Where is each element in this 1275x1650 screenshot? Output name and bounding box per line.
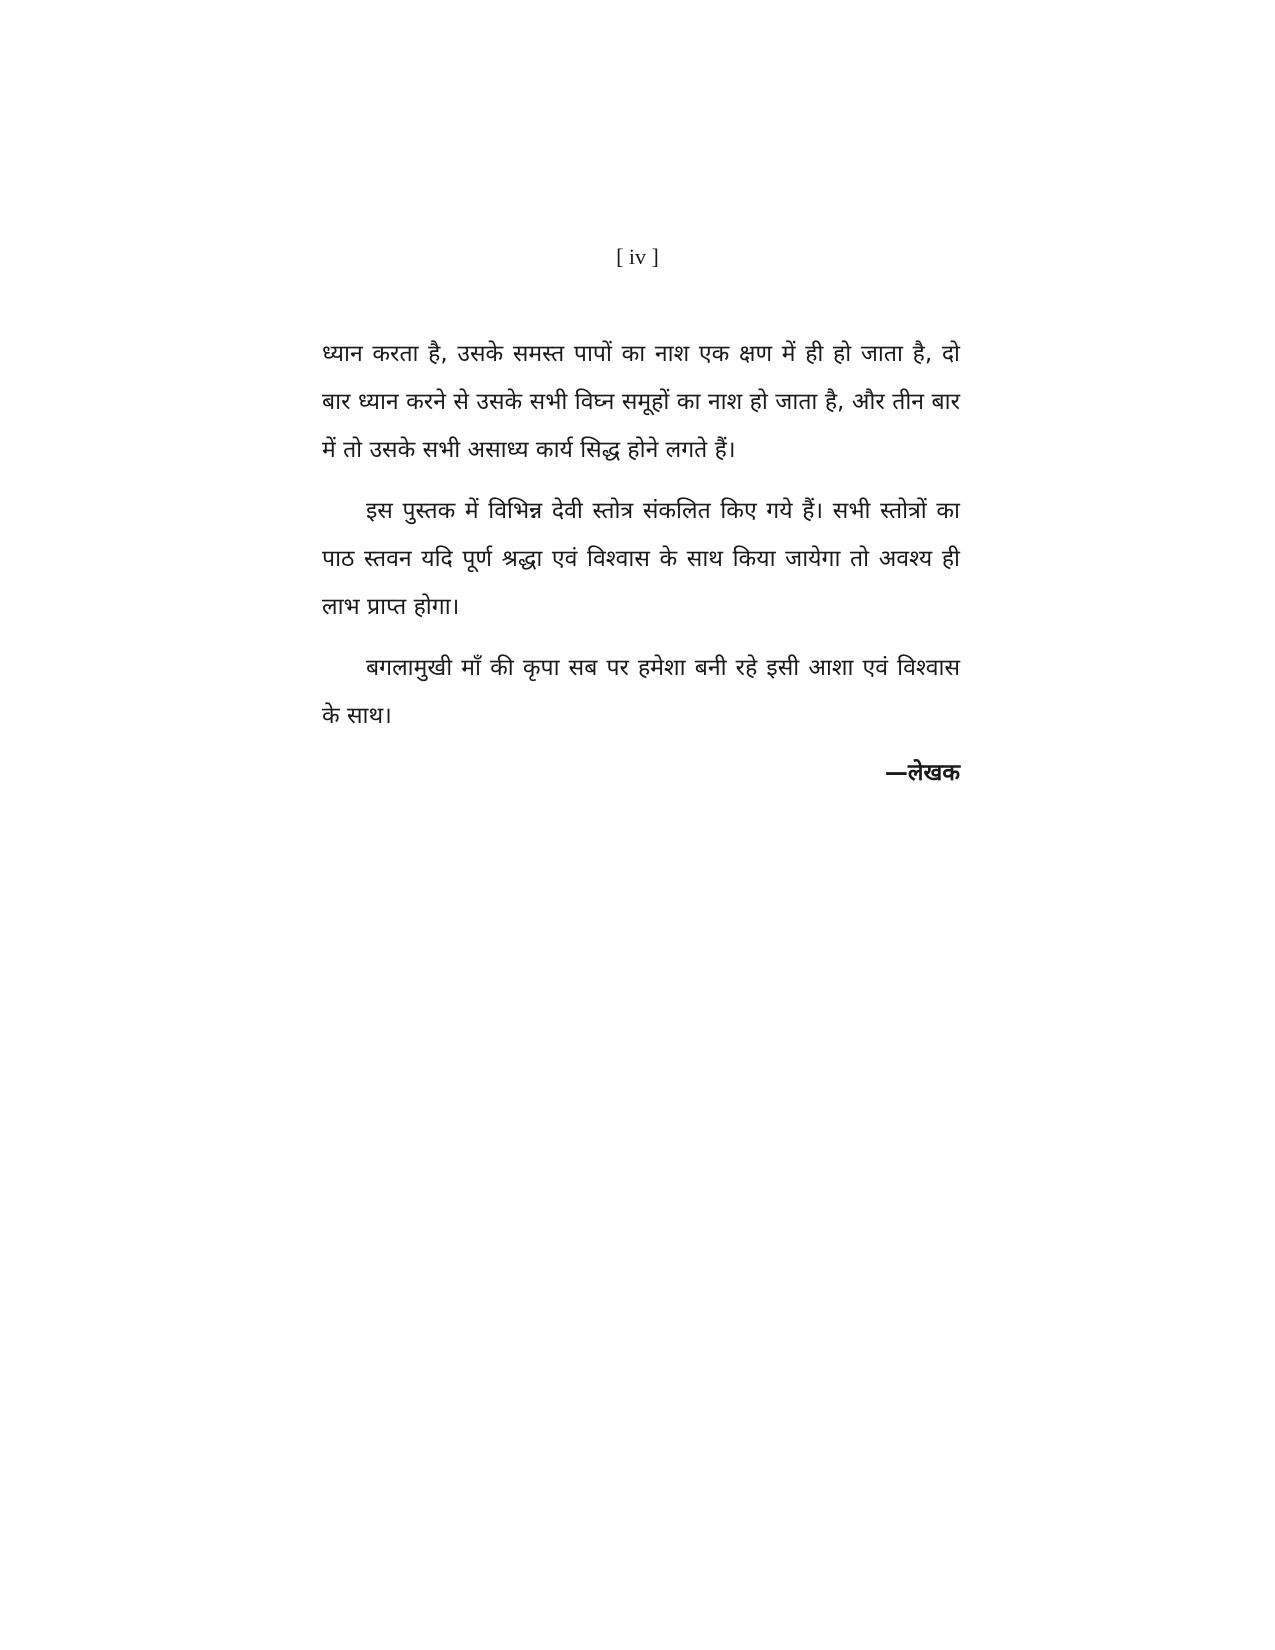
paragraph-blessing: बगलामुखी माँ की कृपा सब पर हमेशा बनी रहे इसी आशा एवं विश्वास के साथ। xyxy=(322,655,960,729)
paragraph-stotra-collection: इस पुस्तक में विभिन्न देवी स्तोत्र संकलित किए गये हैं। सभी स्तोत्रों का पाठ स्तवन यदि पूर्ण श्रद्धा एवं विश्वास के साथ किया जायेगा तो अवश्य ही लाभ प्राप्त होगा। xyxy=(322,498,960,620)
author-signature: —लेखक xyxy=(884,760,960,786)
paragraph-continuation: ध्यान करता है, उसके समस्त पापों का नाश एक क्षण में ही हो जाता है, दो बार ध्यान करने से उसके सभी विघ्न समूहों का नाश हो जाता है, और तीन बार में तो उसके सभी असाध्य कार्य सिद्ध होने लगते हैं। xyxy=(322,341,960,463)
body-text xyxy=(322,330,960,797)
page-number: [ iv ] xyxy=(616,244,659,269)
